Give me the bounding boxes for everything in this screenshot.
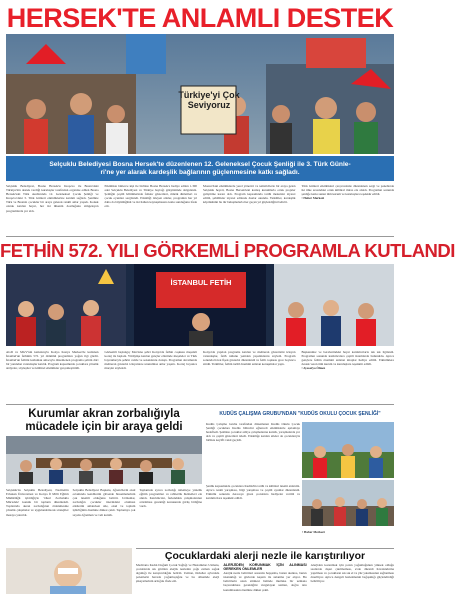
story1-col-3 — [203, 184, 296, 234]
story1-col-1-text: Selçuklu Belediyesi, Bosna Hersek'te Kreşevo ile Bosna'daki Türkiye'nin destek verdiği kuruluşlar tarafından organize edilen Bosna Hersek'teki Türk okullarında 12. Geleneksel Çocuk Şenliği ve Kreşevo'daki 3. Türk Günleri etkinliklerine katılım sağladı. Şenlikte Türk ve Bosnalı çocuklar bir araya gelerek renkli anlar yaşadı. Konuk olarak katılan heyet, her iki ülkenin dostluğunu simgeleyen programlarda yer aldı. — [6, 184, 99, 213]
story5-photo — [6, 548, 132, 594]
story4-body — [206, 422, 300, 546]
story2-col-3 — [203, 350, 296, 402]
story2-photo — [6, 264, 394, 346]
story4-photo-top — [302, 422, 394, 478]
story3-headline-line2: mücadele için bir araya geldi — [25, 421, 183, 433]
story3-headline-line1: Kurumlar akran zorbalığıyla — [28, 408, 180, 420]
story1-body — [6, 184, 394, 234]
story1-deck — [6, 156, 394, 181]
story2-col-2-text: Görkemli başlangıç Mevlana şehri Konya'da fethin coşkusu meşaleli kortej ile başladı. Yürüyüşe katılan gençler ellerinde meşaleler ve Türk bayraklarıyla şehrin cadde ve sokaklarını dolaştı. Programın devamında mehteran gösterisi izleyenlere unutulmaz anlar yaşattı. Kortej boyunca marşlar söylendi. — [104, 350, 197, 371]
story3-col-1-text: Selçuklu'da Selçuklu Belediyesi, Necmettin Erbakan Üniversitesi ve Konya İl Milli Eğitim Müdürlüğü işbirliğiyle 'Okul Zorbalıkla Mücadele' konulu bir toplantı düzenlendi. Toplantıda akran zorbalığının önlenmesine yönelik çalışmalar ve uygulanabilecek stratejiler masaya yatırıldı. — [6, 488, 69, 517]
story4-signature: • Haber Merkezi — [302, 530, 325, 534]
story2-col-1-text: AGD ve MGV'nin katkılarıyla Konya Konya Merkez'de kutlanan İstanbul'un fethinin 572. yıl dönümü programları yoğun ilgi gördü. İstanbul'un fethini kutlamak amacıyla düzenlenen programa şehrin dört bir yanından vatandaşlar katıldı. Program kapsamında çocuklara yönelik atölyeler, söyleşiler ve kültürel etkinlikler gerçekleştirildi. — [6, 350, 99, 371]
story4-col-1-text: Kudüs Çalışma Grubu tarafından düzenlenen Kudüs Okulu Çocuk Şenliği çocuklara Kudüs bilincini eğlenceli etkinliklerle aşılamayı hedefledi. Şenlikte çocuklar atölye çalışmalarına katıldı, yarışmalarda yer aldı ve çeşitli gösterileri izledi. Etkinliğe katılan aileler de çocuklarıyla birlikte keyifli vakit geçirdi. — [206, 422, 300, 443]
story1-signature: • Haber Merkezi — [301, 196, 325, 201]
story3-col-2-text: Selçuklu Belediyesi Başkanı, öğrencilerin okul ortamında kendilerini güvende hissetmelerinin çok önemli olduğunu belirtti. Uzmanlar, zorbalığın çocuklar üzerindeki olumsuz etkilerini anlatırken aile, okul ve toplum işbirliğinin önemine dikkat çekti. Toplantıya çok sayıda öğretmen ve veli katıldı. — [72, 488, 136, 517]
story2-col-3-text: Konya'da yapılan programa katılan ve mehteran gösterisini izleyen vatandaşlar, fetih ruhunu yeniden yaşadıklarını söyledi. Program sonunda havai fişek gösterisi düzenlendi ve fetih coşkusu gece boyunca sürdü. Yetkililer, fethin tarihî önemini anlatan konuşmalar yaptı. — [203, 350, 296, 367]
story2-col-2 — [105, 350, 198, 402]
divider-3 — [136, 548, 394, 549]
story5-headline: Çocuklardaki alerji nezle ile karıştırılıyor — [164, 550, 366, 562]
story1-col-3-text: Mostar'daki etkinliklerde yerel yönetici ve temsilcilerle bir araya gelen Selçuklu heyeti, Bosna Hersek'teki kardeş kurumlarla ortak projeler geliştirme kararı aldı. Program kapsamında tarihi mekanlar ziyaret edildi, şehitlikler ziyaret edilerek dualar okundu. Yetkililer, kardeşlik köprüsünün bu tür buluşmalarla her geçen yıl güçlendiğini belirtti. — [203, 184, 296, 205]
story4-headline-line1: KUDÜS ÇALIŞMA GRUBU'NDAN "KUDÜS OKULU ÇOCUK ŞENLİĞİ" — [219, 411, 381, 417]
story3-col-3 — [139, 488, 202, 546]
story3-photo — [6, 436, 202, 484]
story1-col-4 — [302, 184, 395, 234]
story2-col-4 — [302, 350, 395, 402]
story2-col-4-text: Başkanımız ve beraberindeki heyet katılımcılarla tek tek ilgilendi. Programın sonunda katılımcılara çeşitli ikramlarda bulunuldu. Ayrıca gençlere fethin önemini anlatan kitaplar hediye edildi. Etkinliklere destek veren tüm kurum ve kuruluşlara teşekkür edildi. — [301, 350, 394, 367]
story2-body — [6, 350, 394, 402]
story1-deck-line2: ri'ne yer alarak kardeşlik bağlarının güçlenmesine katkı sağladı. — [100, 168, 300, 176]
story5-col-1 — [136, 563, 219, 594]
story5-col-1-text: Medicana Kadın Doğum Çocuk Sağlığı ve Hastalıkları Uzmanı, çocuklarda sık görülen alerjik nezlenin çoğu zaman soğuk algınlığı ile karıştırıldığını belirtti. Uzman, ilkbahar aylarında polenlerin havada yoğunlaştığını ve bu dönemde alerji şikayetlerinin arttığını ifade etti. — [136, 563, 220, 584]
story5-col-3 — [311, 563, 394, 594]
story1-col-2-text: Etkinlikte binlerce kişi ile birlikte Bosna Hersek'e hediye edilen 1.300 adet Selçuklu Belediyesi ve Türkiye bayrağı gökyüzünde dalgalandı. Şenliğin çeşitli bölümlerinde folklor gösterileri, müzik dinletileri ve çocuk oyunları sergilendi. Etkinliği izleyen aileler, programın her yıl daha da büyüdüğünü ve iki halkın kaynaşmasına katkı sunduğunu ifade etti. — [104, 184, 197, 209]
story2-signature: • Ayasofya Ölmez — [301, 366, 326, 371]
story4-col-2-text: Şenlik kapsamında çocuklara Kudüs'ün tarihi ve kültürel önemi anlatıldı. Ayrıca resim yarışması, bilgi yarışması ve çeşitli oyunlar düzenlendi. Etkinlik sonunda dereceye giren çocuklara hediyeler verildi ve katılımcılara teşekkür edildi. — [206, 484, 300, 501]
story4-headline — [206, 408, 394, 420]
story3-col-3-text: Toplantıda ayrıca zorbalığı önlemeye yönelik eğitim programları ve rehberlik hizmetleri ele alındı. Katılımcılar, farkındalık çalışmalarının artırılması gerektiği konusunda görüş birliğine vardı. — [139, 488, 203, 509]
story5-subhead: ALERJİDEN KORUNMAK İÇİN ALINMASI GEREKEN ÖNLEMLER — [223, 563, 307, 572]
story1-photo — [6, 34, 394, 154]
story3-col-1 — [6, 488, 69, 546]
story4-col-1 — [206, 422, 300, 482]
story1-col-2 — [105, 184, 198, 234]
story5-body — [136, 563, 394, 594]
story4-col-2 — [206, 484, 300, 544]
story1-deck-line1: Selçuklu Belediyesi Bosna Hersek'te düzenlenen 12. Geleneksel Çocuk Şenliği ile 3. Türk Günle- — [49, 160, 351, 168]
story4-photo-bottom — [302, 480, 394, 526]
story2-photo-banner: İSTANBUL FETİH — [170, 278, 232, 287]
divider-1 — [6, 236, 394, 237]
story5-col-2-text: Alerjik nezle belirtileri arasında hapşırma, burun akıntısı, burun tıkanıklığı ve gözlerde kaşıntı ile sulanma yer alıyor. Bu belirtilerin uzun sürmesi halinde mutlaka bir uzmana başvurulması gerektiğini vurgulayan uzman, doğru tanı konulmasının önemine dikkat çekti. — [223, 571, 307, 592]
story1-headline: HERSEK'TE ANLAMLI DESTEK — [6, 3, 394, 33]
story1-col-1 — [6, 184, 99, 234]
story1-photo-sign: Türkiye'yi Çok Seviyoruz — [178, 90, 240, 110]
story3-col-2 — [73, 488, 136, 546]
story1-col-4-text: Türk Günleri etkinlikleri çerçevesinde düzenlenen sergi ve panellerde iki ülke arasındaki ortak kültürel miras ele alındı. Programın sonunda şenliğe katkı sunan tüm kurum ve kuruluşlara teşekkür edildi. — [301, 184, 394, 197]
story3-headline — [6, 408, 202, 434]
story3-body — [6, 488, 202, 546]
story2-col-1 — [6, 350, 99, 402]
story2-headline: FETHİN 572. YILI GÖRKEMLİ PROGRAMLA KUTLANDI — [0, 240, 455, 261]
divider-2 — [6, 404, 394, 405]
story5-col-3-text: Alerjiden korunmak için polen yoğunluğunun yüksek olduğu saatlerde dışarı çıkılmaması, evde düzenli havalandırma yapılması ve çocukların sık sık el ve yüz yıkamasının sağlanması öneriliyor. Ayrıca dengeli beslenmenin bağışıklığı güçlendirdiği belirtiliyor. — [310, 563, 394, 584]
story5-col-2 — [223, 563, 306, 594]
